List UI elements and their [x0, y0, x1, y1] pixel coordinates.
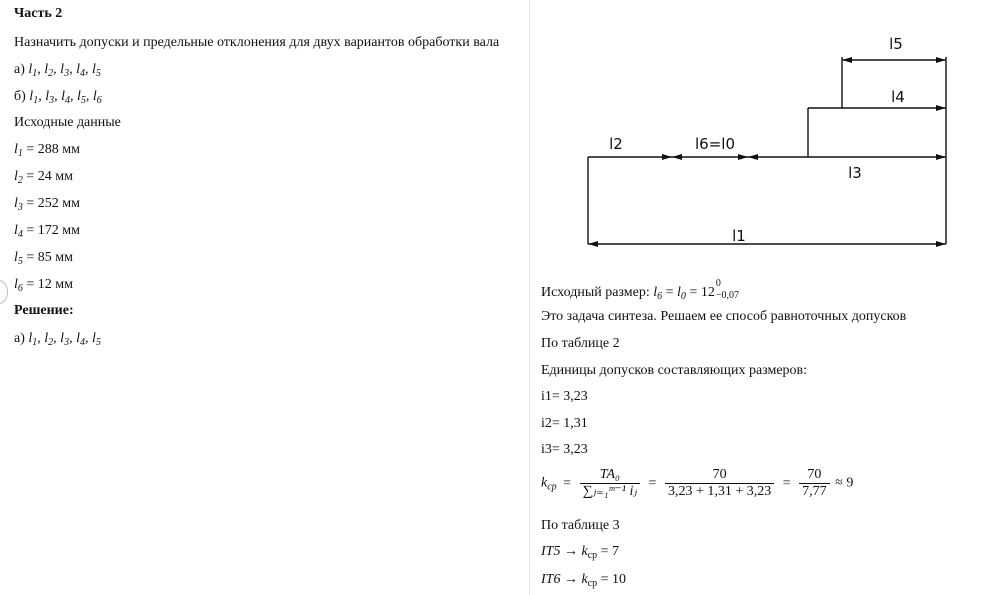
variant-a-items: $l_1$, $l_2$, $l_3$, $l_4$, $l_5$ — [28, 62, 101, 79]
task-text: Назначить допуски и предельные отклонения для двух вариантов обработки вала — [14, 35, 500, 50]
label-l1: l1 — [732, 227, 746, 245]
units-label: Единицы допусков составляющих размеров: — [541, 363, 808, 378]
dimension-chain-diagram — [0, 0, 1000, 270]
unit-i3: i3= 3,23 — [541, 442, 588, 457]
unit-i1: i1= 3,23 — [541, 389, 588, 404]
fraction-values: $\frac{70}{3,23 + 1,31 + 3,23}$ — [665, 467, 774, 500]
dim-l6: $l_6 = 12$ мм — [14, 277, 74, 294]
dim-l3: $l_3 = 252$ мм — [14, 196, 81, 213]
dim-l5: $l_5 = 85$ мм — [14, 250, 74, 267]
it5-line: $IT5 \to k_{ср} = 7$ — [541, 544, 620, 561]
synthesis-text: Это задача синтеза. Решаем ее способ равноточных допусков — [541, 309, 907, 324]
tolerance-deviations: 0 −0,07 — [715, 278, 739, 301]
page-edge-handle[interactable] — [0, 280, 8, 304]
label-l6-l0: l6=l0 — [695, 135, 735, 153]
source-data-label: Исходные данные — [14, 115, 121, 130]
dim-l4: $l_4 = 172$ мм — [14, 223, 81, 240]
dim-l2: $l_2 = 24$ мм — [14, 169, 74, 186]
label-l3: l3 — [848, 164, 862, 182]
dim-l1: $l_1 = 288$ мм — [14, 142, 81, 159]
variant-a-prefix: а) — [14, 62, 25, 77]
table3-text: По таблице 3 — [541, 518, 620, 533]
unit-i2: i2= 1,31 — [541, 416, 588, 431]
table2-text: По таблице 2 — [541, 336, 620, 351]
it6-line: $IT6 \to k_{ср} = 10$ — [541, 572, 627, 589]
label-l4: l4 — [891, 88, 905, 106]
variant-b-items: $l_1$, $l_3$, $l_4$, $l_5$, $l_6$ — [29, 89, 102, 106]
solution-variant-line — [14, 330, 101, 352]
solution-variant-items: $l_1$, $l_2$, $l_3$, $l_4$, $l_5$ — [28, 331, 101, 348]
part-title: Часть 2 — [14, 6, 63, 21]
fraction-ta0: $\frac{\text{TA₀}}{\text{∑ⱼ₌₁ᵐ⁻¹ iⱼ}}$ — [580, 467, 640, 500]
kcp-formula: $k_{cp}$ = $\frac{\text{TA₀}}{\text{∑ⱼ₌₁ᵐ⁻¹ iⱼ}}$ = $\frac{70}{3,23 + 1,31 + 3,23}$ = $\frac{70}{7,77}$ ≈ 9 — [541, 467, 854, 499]
variant-b-prefix: б) — [14, 89, 26, 104]
solution-label: Решение: — [14, 303, 74, 318]
label-l5: l5 — [889, 35, 903, 53]
fraction-result: $\frac{70}{7,77}$ — [799, 467, 830, 500]
label-l2: l2 — [609, 135, 623, 153]
solution-variant-prefix: а) — [14, 331, 25, 346]
source-size-line: Исходный размер: $l_6 = l_0 = 12$ 0 −0,07 — [541, 281, 753, 306]
